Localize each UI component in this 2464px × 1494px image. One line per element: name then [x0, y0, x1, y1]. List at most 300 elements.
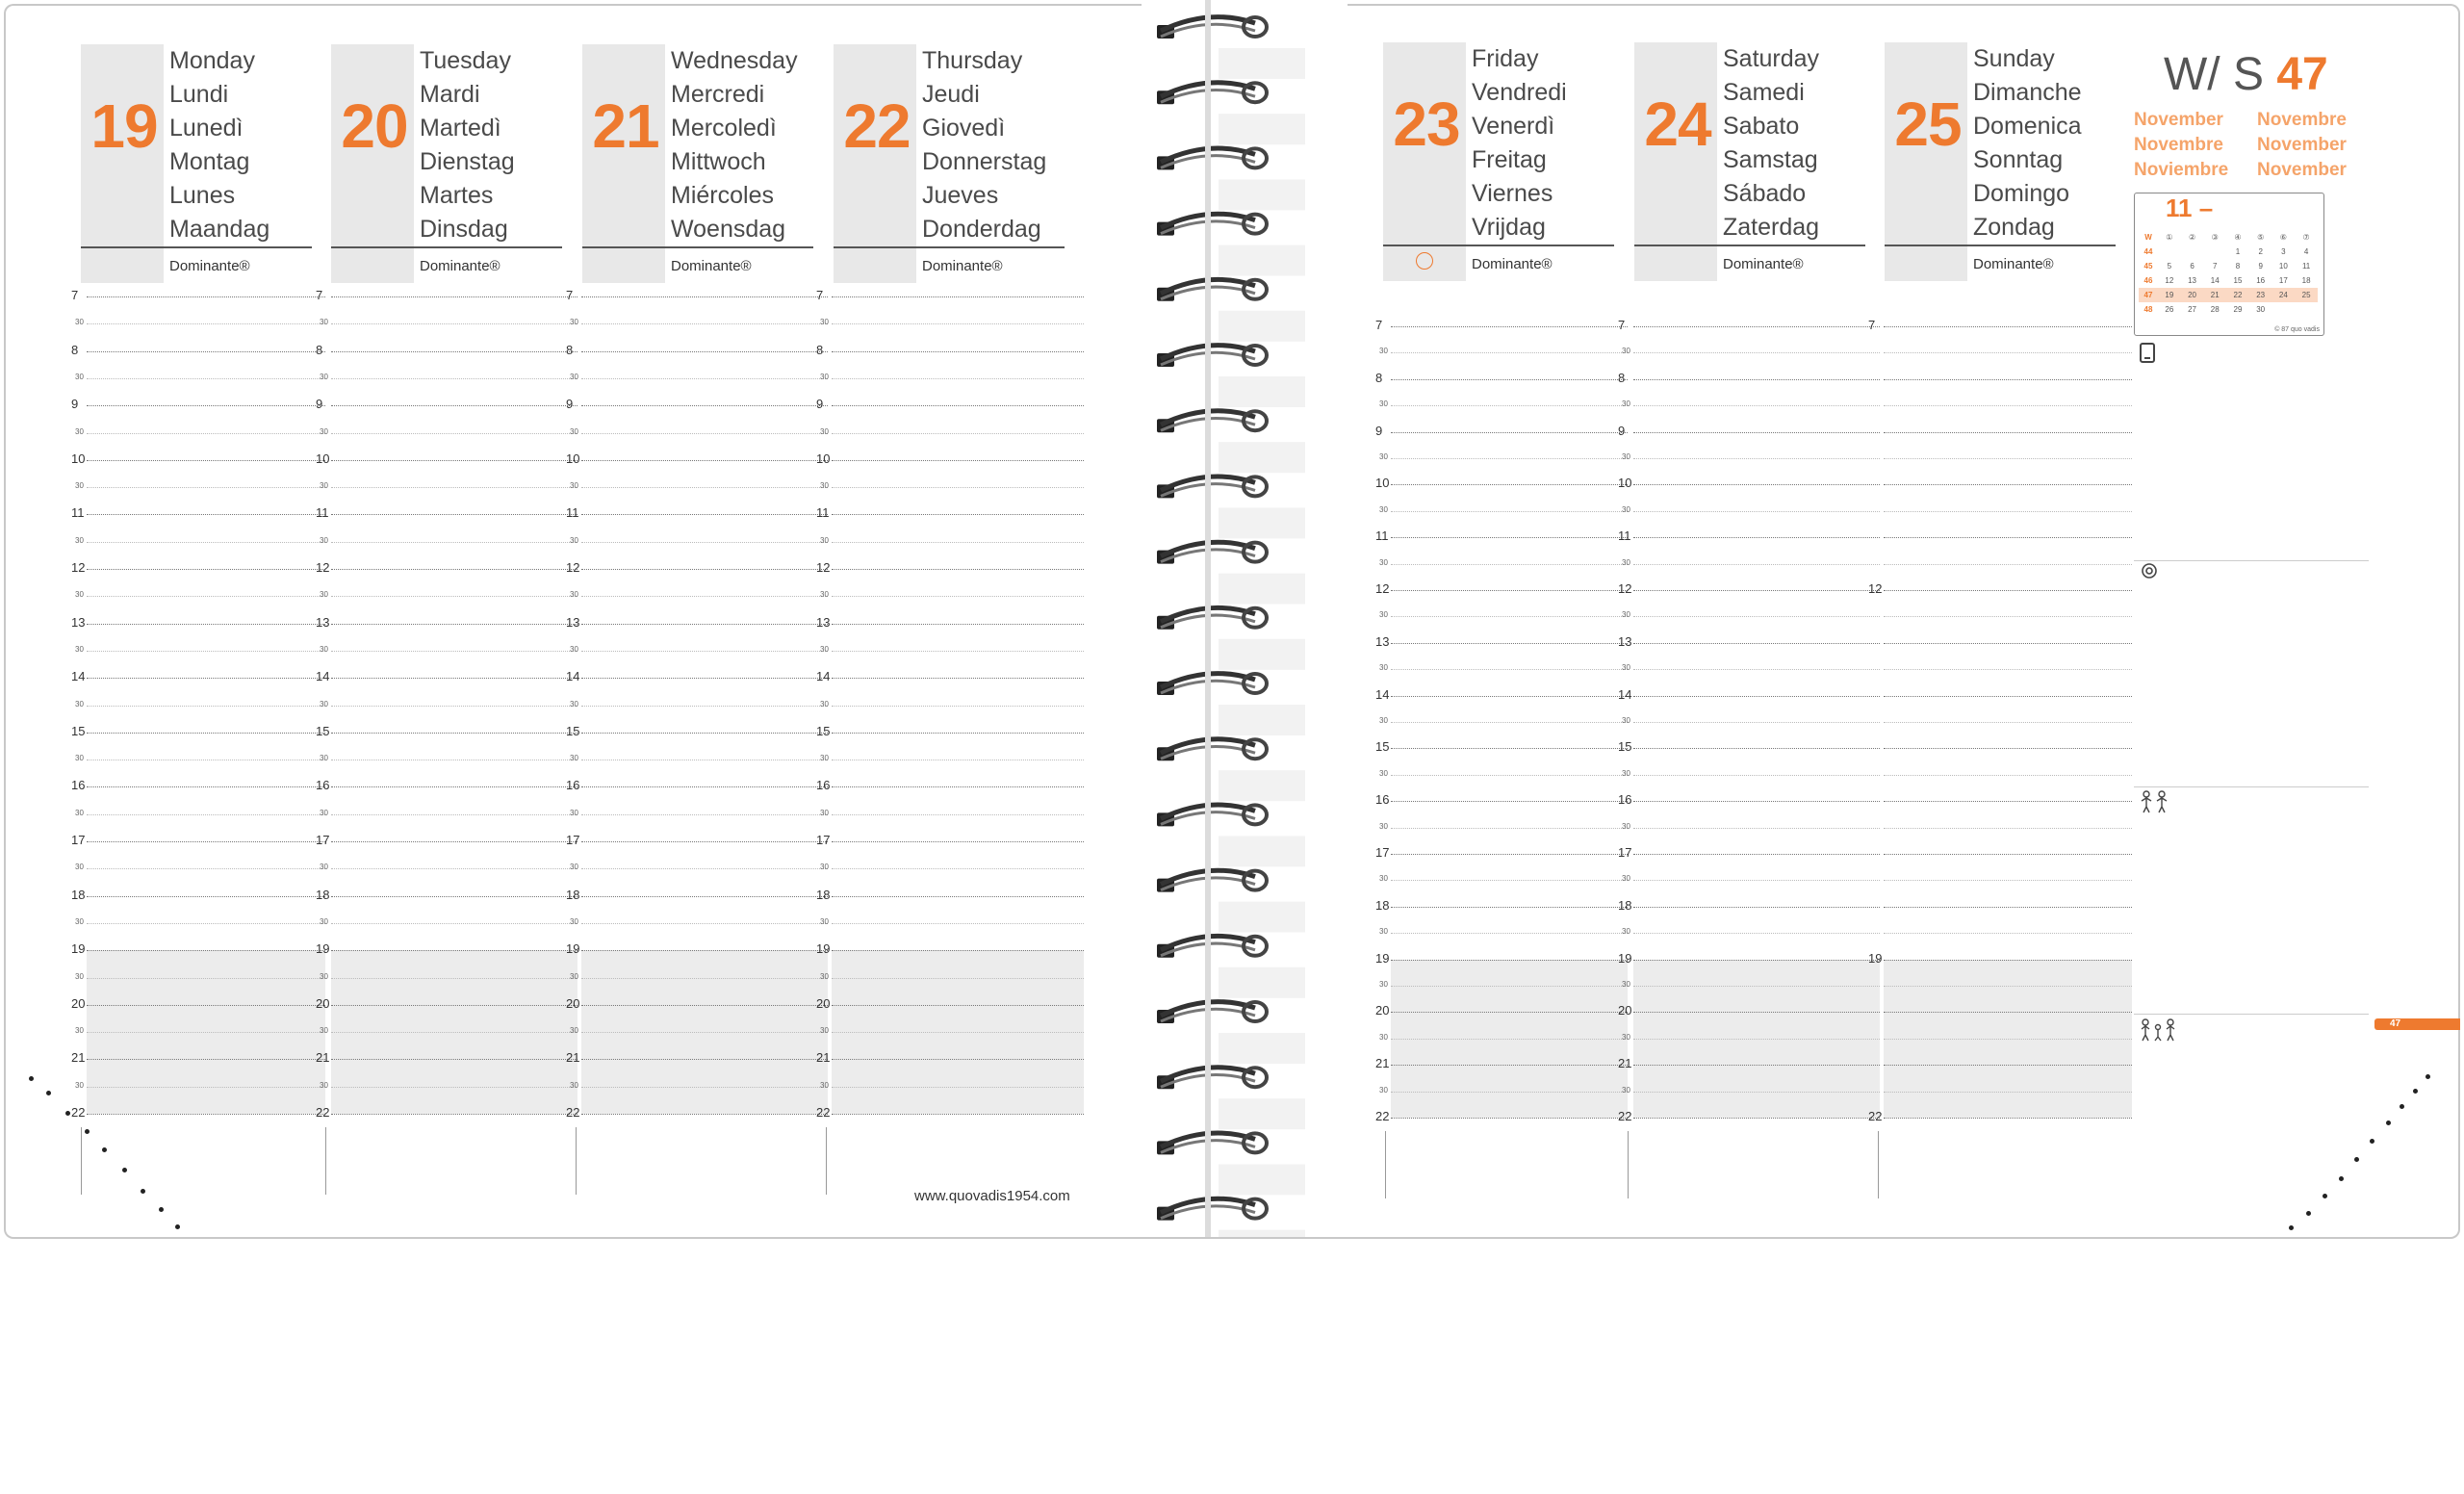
hour-line [581, 841, 828, 842]
hour-label: 22 [316, 1105, 330, 1120]
half-hour-label: 30 [320, 1026, 328, 1036]
half-hour-label: 30 [570, 971, 578, 981]
hour-label: 10 [1375, 476, 1390, 491]
day-name: Vendredi [1472, 79, 1567, 106]
hour-label: 21 [1375, 1056, 1390, 1071]
corner-dot [2323, 1194, 2327, 1198]
hour-label: 12 [1618, 581, 1632, 596]
mini-calendar-cell [2181, 245, 2204, 259]
hour-label: 18 [1618, 897, 1632, 913]
day-name: Viernes [1472, 180, 1553, 207]
half-hour-line [1391, 352, 1628, 353]
day-name: Donnerstag [922, 148, 1047, 175]
half-hour-label: 30 [320, 1080, 328, 1090]
half-hour-label: 30 [75, 590, 84, 600]
half-hour-line [1884, 828, 2132, 829]
hour-label: 12 [1375, 581, 1390, 596]
day-name: Freitag [1472, 146, 1547, 173]
corner-dot [65, 1111, 70, 1116]
half-hour-label: 30 [570, 481, 578, 491]
hour-line [581, 1114, 828, 1115]
corner-dot [102, 1147, 107, 1152]
mini-calendar-row [2139, 273, 2318, 288]
half-hour-line [1633, 405, 1880, 406]
hour-label: 10 [566, 451, 580, 466]
weekday-header: ⑦ [2302, 233, 2310, 242]
hour-line [87, 1114, 325, 1115]
hour-line [1884, 484, 2132, 485]
hour-line [1391, 801, 1628, 802]
half-hour-label: 30 [1379, 927, 1388, 937]
weekday-header: ⑥ [2279, 233, 2287, 242]
hour-label: 22 [71, 1105, 86, 1120]
hour-label: 8 [1618, 370, 1626, 385]
hour-line [331, 841, 578, 842]
corner-dot [2413, 1089, 2418, 1094]
half-hour-label: 30 [320, 426, 328, 436]
day-names [1973, 42, 2082, 245]
hour-label: 7 [71, 288, 79, 302]
half-hour-label: 30 [820, 644, 829, 654]
half-hour-label: 30 [1379, 874, 1388, 884]
half-hour-line [1884, 722, 2132, 723]
week-number [2164, 48, 2328, 101]
hour-line [331, 405, 578, 406]
hour-line [1633, 854, 1880, 855]
mini-calendar-cell: 47 [2139, 288, 2158, 302]
day-name: Mercoledì [671, 115, 777, 142]
day-names [1472, 42, 1567, 245]
corner-dot [175, 1224, 180, 1229]
hour-line [331, 1114, 578, 1115]
hour-line [87, 841, 325, 842]
day-name: Friday [1472, 45, 1539, 72]
half-hour-label: 30 [820, 699, 829, 708]
hour-label: 13 [1375, 633, 1390, 649]
hour-label: 7 [1868, 318, 1876, 332]
mini-calendar-cell: 7 [2213, 262, 2218, 270]
half-hour-line [581, 868, 828, 869]
half-hour-line [87, 868, 325, 869]
day-number: 25 [1894, 90, 1962, 159]
day-name: Martedì [420, 115, 501, 142]
hour-line [581, 1005, 828, 1006]
half-hour-line [1633, 933, 1880, 934]
weekday-header: ③ [2211, 233, 2219, 242]
day-name: Sabato [1723, 113, 1800, 140]
day-number: 20 [341, 91, 408, 161]
half-hour-label: 30 [1622, 821, 1630, 831]
hour-line [1391, 326, 1628, 327]
hour-line [832, 1114, 1084, 1115]
month-name: November [2257, 135, 2347, 155]
half-hour-label: 30 [820, 916, 829, 926]
hour-line [1633, 484, 1880, 485]
day-name: Jueves [922, 182, 999, 209]
day-name: Zaterdag [1723, 214, 1820, 241]
hour-label: 13 [1618, 633, 1632, 649]
hour-label: 14 [1618, 686, 1632, 702]
spiral-ring [1157, 214, 1305, 275]
half-hour-line [581, 433, 828, 434]
mini-calendar-row [2139, 259, 2318, 273]
mini-calendar [2134, 193, 2324, 336]
half-hour-label: 30 [75, 535, 84, 545]
half-hour-line [581, 596, 828, 597]
column-divider [1878, 1131, 1879, 1198]
half-hour-label: 30 [1379, 716, 1388, 725]
day-name: Samedi [1723, 79, 1805, 106]
header-rule [1383, 245, 1614, 246]
hour-label: 7 [816, 288, 824, 302]
hour-label: 9 [1618, 423, 1626, 438]
half-hour-label: 30 [1379, 768, 1388, 778]
half-hour-line [1633, 352, 1880, 353]
half-hour-line [87, 706, 325, 707]
half-hour-label: 30 [820, 754, 829, 763]
hour-label: 19 [71, 941, 86, 957]
copyright: © 87 quo vadis [2274, 326, 2320, 333]
hour-label: 8 [816, 342, 824, 357]
day-number: 22 [843, 91, 911, 161]
half-hour-label: 30 [820, 535, 829, 545]
hour-label: 18 [1375, 897, 1390, 913]
hour-line [832, 569, 1084, 570]
hour-label: 11 [816, 505, 830, 521]
day-name: Maandag [169, 216, 270, 243]
page-gutter [1205, 0, 1211, 1237]
hour-line [1633, 960, 1880, 961]
half-hour-label: 30 [1622, 874, 1630, 884]
hour-label: 14 [1375, 686, 1390, 702]
hour-line [1633, 696, 1880, 697]
hour-label: 19 [1868, 950, 1883, 966]
half-hour-label: 30 [1622, 716, 1630, 725]
half-hour-line [1633, 1092, 1880, 1093]
half-hour-line [1391, 933, 1628, 934]
mini-calendar-cell [2295, 302, 2318, 317]
hour-label: 22 [816, 1105, 831, 1120]
hour-label: 13 [316, 614, 330, 630]
day-number: 21 [592, 91, 659, 161]
hour-line [1633, 748, 1880, 749]
day-name: Mardi [420, 81, 480, 108]
hour-label: 22 [1618, 1109, 1632, 1123]
half-hour-label: 30 [570, 535, 578, 545]
hour-line [87, 460, 325, 461]
half-hour-line [581, 487, 828, 488]
hour-line [1884, 432, 2132, 433]
half-hour-line [1884, 775, 2132, 776]
hour-label: 8 [1375, 370, 1383, 385]
day-number: 24 [1644, 90, 1711, 159]
half-hour-line [331, 978, 578, 979]
half-hour-line [832, 651, 1084, 652]
spiral-ring [1157, 279, 1305, 341]
half-hour-line [87, 651, 325, 652]
half-hour-line [87, 1032, 325, 1033]
day-number: 19 [90, 91, 158, 161]
spiral-ring [1157, 411, 1305, 473]
hour-label: 9 [566, 397, 574, 412]
half-hour-line [1391, 1039, 1628, 1040]
hour-label: 20 [1618, 1003, 1632, 1018]
weekday-header: ① [2166, 233, 2173, 242]
weekday-header: ⑤ [2257, 233, 2265, 242]
half-hour-line [331, 378, 578, 379]
header-rule [1885, 245, 2116, 246]
half-hour-label: 30 [320, 971, 328, 981]
half-hour-line [87, 542, 325, 543]
day-name: Thursday [922, 47, 1023, 74]
half-hour-line [1633, 775, 1880, 776]
half-hour-line [1884, 564, 2132, 565]
corner-dot [85, 1129, 90, 1134]
half-hour-line [581, 323, 828, 324]
hour-line [1633, 379, 1880, 380]
half-hour-label: 30 [75, 916, 84, 926]
hour-label: 16 [1618, 792, 1632, 808]
hour-line [1884, 537, 2132, 538]
half-hour-line [87, 1087, 325, 1088]
notes-divider [2134, 786, 2369, 787]
notes-divider [2134, 1014, 2369, 1015]
corner-dot [2339, 1176, 2344, 1181]
corner-dot [2426, 1074, 2430, 1079]
half-hour-label: 30 [75, 372, 84, 381]
half-hour-label: 30 [1622, 663, 1630, 673]
half-hour-label: 30 [320, 372, 328, 381]
hour-label: 14 [71, 669, 86, 684]
month-name: November [2134, 110, 2223, 130]
spiral-rings [1142, 0, 1348, 1237]
half-hour-label: 30 [1379, 663, 1388, 673]
half-hour-label: 30 [570, 590, 578, 600]
half-hour-line [832, 978, 1084, 979]
half-hour-line [1884, 880, 2132, 881]
hour-label: 11 [316, 505, 329, 521]
hour-line [1884, 643, 2132, 644]
half-hour-line [581, 542, 828, 543]
half-hour-label: 30 [1379, 399, 1388, 409]
hour-label: 10 [816, 451, 831, 466]
hour-label: 16 [1375, 792, 1390, 808]
notes-divider [2134, 560, 2369, 561]
half-hour-line [832, 1087, 1084, 1088]
mini-calendar-cell: 6 [2190, 262, 2194, 270]
mini-calendar-cell: 27 [2188, 305, 2196, 314]
half-hour-line [832, 378, 1084, 379]
hour-line [832, 460, 1084, 461]
hour-line [1391, 907, 1628, 908]
hour-label: 15 [316, 723, 330, 738]
hour-line [1633, 537, 1880, 538]
hour-label: 16 [566, 778, 580, 793]
hour-line [832, 296, 1084, 297]
spiral-ring [1157, 17, 1305, 79]
hour-label: 17 [1375, 845, 1390, 860]
hour-line [331, 460, 578, 461]
hour-line [1633, 643, 1880, 644]
day-name: Sonntag [1973, 146, 2064, 173]
day-name: Martes [420, 182, 494, 209]
family-icon [2139, 1017, 2177, 1047]
day-name: Zondag [1973, 214, 2055, 241]
hour-label: 10 [316, 451, 330, 466]
hour-line [1884, 326, 2132, 327]
hour-label: 19 [316, 941, 330, 957]
hour-label: 21 [816, 1050, 831, 1066]
day-name: Woensdag [671, 216, 786, 243]
hour-line [1884, 1065, 2132, 1066]
hour-line [87, 569, 325, 570]
half-hour-line [1633, 1039, 1880, 1040]
half-hour-line [1884, 405, 2132, 406]
half-hour-label: 30 [570, 916, 578, 926]
half-hour-line [331, 814, 578, 815]
hour-line [87, 1005, 325, 1006]
hour-label: 16 [816, 778, 831, 793]
half-hour-label: 30 [1622, 347, 1630, 356]
half-hour-label: 30 [1622, 768, 1630, 778]
mini-calendar-cell: 45 [2143, 262, 2153, 270]
half-hour-line [1884, 669, 2132, 670]
weekday-header: ② [2188, 233, 2196, 242]
day-name: Sábado [1723, 180, 1807, 207]
mini-calendar-cell: 22 [2226, 288, 2249, 302]
hour-line [1391, 1012, 1628, 1013]
hour-label: 19 [1618, 950, 1632, 966]
corner-dot [2306, 1211, 2311, 1216]
half-hour-line [331, 433, 578, 434]
half-hour-line [832, 487, 1084, 488]
day-names [420, 44, 515, 246]
hour-line [87, 1059, 325, 1060]
half-hour-label: 30 [570, 372, 578, 381]
hour-line [331, 786, 578, 787]
hour-line [87, 351, 325, 352]
half-hour-label: 30 [1622, 1032, 1630, 1042]
corner-dot [2354, 1157, 2359, 1162]
half-hour-line [832, 706, 1084, 707]
half-hour-line [581, 1087, 828, 1088]
half-hour-line [87, 923, 325, 924]
hour-line [581, 296, 828, 297]
half-hour-label: 30 [1379, 821, 1388, 831]
half-hour-label: 30 [820, 1080, 829, 1090]
half-hour-line [87, 433, 325, 434]
half-hour-label: 30 [75, 318, 84, 327]
spiral-ring [1157, 739, 1305, 801]
half-hour-label: 30 [75, 808, 84, 817]
half-hour-line [1633, 616, 1880, 617]
half-hour-line [1633, 511, 1880, 512]
day-name: Domenica [1973, 113, 2082, 140]
corner-dot [159, 1207, 164, 1212]
half-hour-label: 30 [820, 863, 829, 872]
hour-line [1884, 1118, 2132, 1119]
spiral-ring [1157, 607, 1305, 669]
hour-label: 9 [1375, 423, 1383, 438]
hour-label: 8 [566, 342, 574, 357]
hour-line [87, 405, 325, 406]
day-number: 23 [1393, 90, 1460, 159]
mini-calendar-cell: 28 [2210, 305, 2220, 314]
hour-label: 21 [566, 1050, 580, 1066]
hour-line [581, 733, 828, 734]
half-hour-line [1884, 933, 2132, 934]
mini-calendar-cell: 25 [2295, 288, 2318, 302]
half-hour-line [1391, 828, 1628, 829]
half-hour-label: 30 [1622, 610, 1630, 620]
column-divider [576, 1127, 577, 1195]
half-hour-label: 30 [75, 1080, 84, 1090]
half-hour-label: 30 [570, 754, 578, 763]
website-url: www.quovadis1954.com [914, 1188, 1070, 1204]
half-hour-label: 30 [570, 1026, 578, 1036]
hour-line [1633, 907, 1880, 908]
half-hour-label: 30 [1622, 504, 1630, 514]
corner-dot [122, 1168, 127, 1172]
half-hour-line [1633, 880, 1880, 881]
column-divider [81, 1127, 82, 1195]
hour-line [331, 296, 578, 297]
hour-label: 11 [71, 505, 85, 521]
half-hour-line [832, 923, 1084, 924]
half-hour-line [1391, 1092, 1628, 1093]
hour-line [1391, 537, 1628, 538]
hour-line [87, 950, 325, 951]
half-hour-line [1633, 986, 1880, 987]
hour-line [1884, 1012, 2132, 1013]
half-hour-label: 30 [570, 863, 578, 872]
half-hour-label: 30 [820, 318, 829, 327]
hour-line [1884, 801, 2132, 802]
day-name: Wednesday [671, 47, 798, 74]
hour-label: 12 [816, 560, 831, 575]
half-hour-label: 30 [75, 1026, 84, 1036]
day-name: Montag [169, 148, 250, 175]
spiral-ring [1157, 346, 1305, 407]
hour-line [1633, 432, 1880, 433]
day-name: Tuesday [420, 47, 511, 74]
hour-line [1884, 907, 2132, 908]
half-hour-label: 30 [1379, 557, 1388, 567]
half-hour-line [331, 868, 578, 869]
header-rule [81, 246, 312, 248]
hour-label: 12 [1868, 581, 1883, 596]
day-name: Lunes [169, 182, 236, 209]
half-hour-line [331, 706, 578, 707]
mini-calendar-cell: 2 [2258, 247, 2263, 256]
half-hour-label: 30 [570, 318, 578, 327]
half-hour-line [832, 542, 1084, 543]
half-hour-line [1391, 458, 1628, 459]
hour-label: 18 [71, 887, 86, 902]
day-name: Saturday [1723, 45, 1820, 72]
hour-label: 13 [816, 614, 831, 630]
header-rule [331, 246, 562, 248]
hour-line [87, 786, 325, 787]
hour-line [1391, 379, 1628, 380]
hour-label: 20 [816, 995, 831, 1011]
half-hour-line [832, 814, 1084, 815]
mini-calendar-cell: 12 [2165, 276, 2174, 285]
hour-label: 18 [566, 887, 580, 902]
half-hour-line [1884, 458, 2132, 459]
hour-label: 17 [566, 833, 580, 847]
dominante-label: Dominante® [1973, 256, 2054, 272]
